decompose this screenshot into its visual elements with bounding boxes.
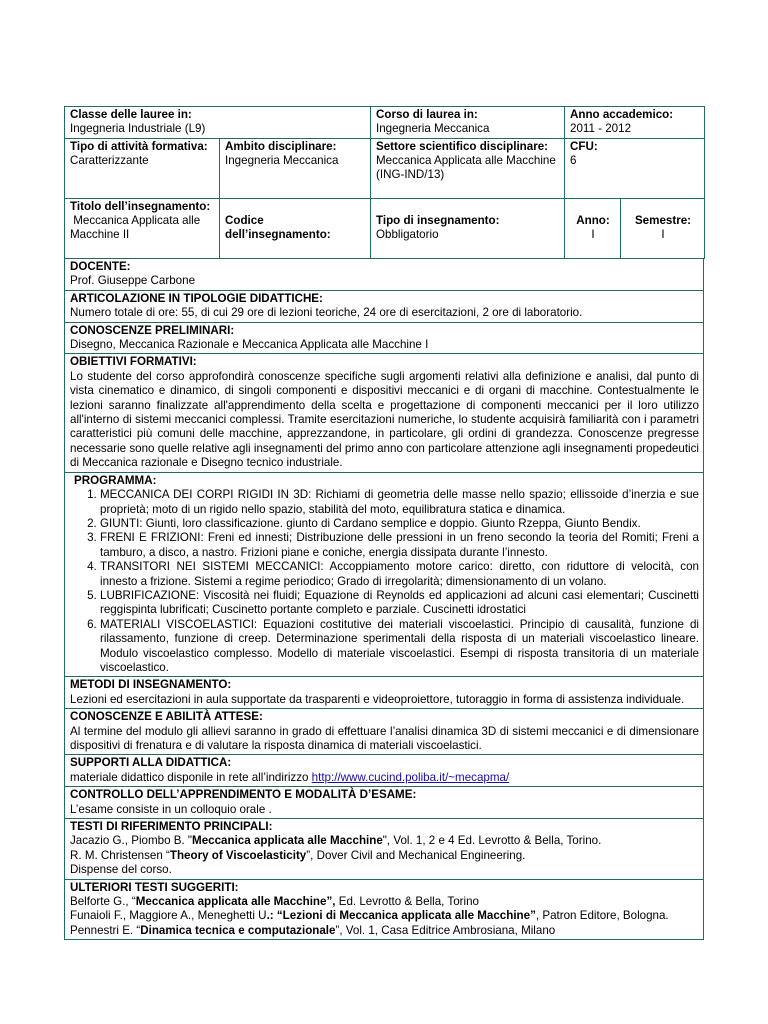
programma-item: 6. MATERIALI VISCOELASTICI: Equazioni costitutive dei materiali viscoelastici. Principio di causalità, funzione di rilassamento, funzione di creep. Determinazione sperimentali della risposta di un materiali viscoelastico lineare. Modulo viscoelastico complesso. Modello di materiale viscoelastici. Esempi di risposta transitoria di un materiale viscoelastico. (100, 618, 699, 676)
programma-item: 4. TRANSITORI NEI SISTEMI MECCANICI: Accoppiamento motore carico: diretto, con riduttore di velocità, con innesto a frizione. Sistemi a regime periodico; Grado di irregolarità; dimensionamento di un volano. (100, 560, 699, 589)
ulteriori-heading: ULTERIORI TESTI SUGGERITI: (70, 880, 239, 894)
ulteriori-section (64, 880, 704, 941)
ambito-cell (220, 139, 371, 199)
anno-label: Anno: (576, 214, 610, 227)
ulteriori-ref-2-author: Funaioli F., Maggiore A., Meneghetti U (70, 909, 267, 923)
cfu-label: CFU: (570, 140, 598, 153)
obiettivi-heading: OBIETTIVI FORMATIVI: (70, 355, 197, 369)
info-row-2 (65, 139, 705, 199)
classe-label: Classe delle lauree in: (70, 108, 192, 121)
programma-section (64, 473, 704, 678)
ulteriori-ref-3-details: ”, Vol. 1, Casa Editrice Ambrosiana, Milano (335, 923, 556, 937)
semestre-label: Semestre: (634, 214, 692, 227)
cfu-value: 6 (570, 154, 577, 167)
obiettivi-section (64, 354, 704, 472)
corso-label: Corso di laurea in: (376, 108, 478, 121)
conoscenze-abilita-section (64, 709, 704, 755)
corso-cell (371, 107, 565, 139)
ulteriori-ref-2 (70, 909, 699, 923)
ulteriori-ref-1-title: Meccanica applicata alle Macchine”, (135, 895, 336, 909)
cfu-cell (565, 139, 705, 199)
ulteriori-ref-2-title: .: “Lezioni di Meccanica applicata alle Macchine” (266, 909, 536, 923)
testi-ref-1-title: Meccanica applicata alle Macchine (192, 834, 383, 848)
anno-accademico-label: Anno accademico: (570, 108, 674, 121)
anno-accademico-cell (565, 107, 705, 139)
testi-ref-2-title: Theory of Viscoelasticity (169, 848, 307, 862)
ambito-value: Ingegneria Meccanica (225, 154, 339, 167)
programma-item: 3. FRENI E FRIZIONI: Freni ed innesti; Distribuzione delle pressioni in un freno secondo la teoria del Romiti; Freni a tamburo, a disco, a nastro. Frizioni piane e coniche, energia dissipata durante l’innesto. (100, 531, 699, 560)
controllo-text: L’esame consiste in un colloquio orale . (70, 802, 272, 816)
tipo-attivita-value: Caratterizzante (70, 154, 149, 167)
supporti-line (70, 771, 699, 785)
anno-value: I (591, 228, 595, 241)
docente-text: Prof. Giuseppe Carbone (70, 274, 196, 288)
conoscenze-abilita-heading: CONOSCENZE E ABILITÀ ATTESE: (70, 710, 263, 724)
testi-section (64, 819, 704, 880)
tipo-insegnamento-cell (371, 199, 565, 259)
programma-item: 5. LUBRIFICAZIONE: Viscosità nei fluidi; Equazione di Reynolds ed applicazioni ad alcuni casi elementari; Cuscinetti reggispinta lubrificati; Cuscinetto portante completo e parziale. Cuscinetti idrostatici (100, 589, 699, 618)
conoscenze-preliminari-heading: CONOSCENZE PRELIMINARI: (70, 323, 235, 337)
testi-ref-2-author: R. M. Christensen “ (70, 848, 170, 862)
titolo-cell (65, 199, 220, 259)
settore-cell (371, 139, 565, 199)
ulteriori-ref-1-author: Belforte G., “ (70, 895, 136, 909)
docente-heading: DOCENTE: (70, 260, 131, 273)
classe-cell (65, 107, 371, 139)
testi-ref-3: Dispense del corso. (70, 863, 172, 877)
programma-heading: PROGRAMMA: (74, 473, 157, 487)
docente-section (64, 259, 704, 291)
testi-ref-2 (70, 849, 699, 863)
metodi-section (64, 677, 704, 709)
testi-ref-2-details: ”, Dover Civil and Mechanical Engineering. (306, 848, 526, 862)
supporti-link[interactable]: http://www.cucind.poliba.it/~mecapma/ (311, 770, 510, 784)
testi-ref-1-author: Jacazio G., Piombo B. " (70, 834, 193, 848)
supporti-section (64, 755, 704, 787)
ulteriori-ref-3 (70, 924, 699, 938)
anno-accademico-value: 2011 - 2012 (570, 122, 632, 135)
tipo-attivita-cell (65, 139, 220, 199)
articolazione-text: Numero totale di ore: 55, di cui 29 ore di lezioni teoriche, 24 ore di esercitazioni, 2 ore di laboratorio. (70, 306, 583, 320)
ulteriori-ref-1 (70, 895, 699, 909)
tipo-attivita-label: Tipo di attività formativa: (70, 140, 208, 153)
titolo-value: Meccanica Applicata alle Macchine II (70, 214, 201, 241)
semestre-cell (621, 199, 705, 259)
ulteriori-ref-3-title: Dinamica tecnica e computazionale (140, 923, 336, 937)
ulteriori-ref-1-details: Ed. Levrotto & Bella, Torino (335, 895, 479, 909)
articolazione-heading: ARTICOLAZIONE IN TIPOLOGIE DIDATTICHE: (70, 291, 323, 305)
tipo-insegnamento-label: Tipo di insegnamento: (376, 214, 500, 227)
anno-cell (565, 199, 621, 259)
info-row-3 (65, 199, 705, 259)
conoscenze-abilita-text: Al termine del modulo gli allievi saranno in grado di effettuare l’analisi dinamica 3D di sistemi meccanici e di dimensionare dispositivi di frenatura e di valutare la risposta dinamica di materiali viscoelastici. (70, 724, 699, 752)
supporti-text: materiale didattico disponile in rete all’indirizzo (70, 770, 309, 784)
testi-ref-1-details: ", Vol. 1, 2 e 4 Ed. Levrotto & Bella, Torino. (382, 834, 602, 848)
titolo-label: Titolo dell’insegnamento: (70, 200, 211, 213)
conoscenze-preliminari-section (64, 323, 704, 355)
ulteriori-ref-3-author: Pennestri E. “ (70, 923, 141, 937)
course-info-table (64, 106, 705, 259)
programma-item: 2. GIUNTI: Giunti, loro classificazione. giunto di Cardano semplice e doppio. Giunto Rzeppa, Giunto Bendix. (100, 517, 699, 531)
ulteriori-ref-2-details: , Patron Editore, Bologna. (535, 909, 669, 923)
supporti-heading: SUPPORTI ALLA DIDATTICA: (70, 756, 232, 770)
metodi-text: Lezioni ed esercitazioni in aula supportate da trasparenti e videoproiettore, tutoraggio in forma di assistenza individuale. (70, 692, 685, 706)
info-row-1 (65, 107, 705, 139)
articolazione-section (64, 291, 704, 323)
testi-heading: TESTI DI RIFERIMENTO PRINCIPALI: (70, 820, 273, 834)
settore-value: Meccanica Applicata alle Macchine (ING-IND/13) (376, 154, 556, 181)
classe-value: Ingegneria Industriale (L9) (70, 122, 206, 135)
settore-label: Settore scientifico disciplinare: (376, 140, 549, 153)
codice-cell (220, 199, 371, 259)
programma-item: 1. MECCANICA DEI CORPI RIGIDI IN 3D: Richiami di geometria delle masse nello spazio; ellissoide d’inerzia e sue proprietà; moto di un rigido nello spazio, stabilità del moto, equilibratura statica e dinamica. (100, 488, 699, 517)
ambito-label: Ambito disciplinare: (225, 140, 337, 153)
testi-ref-1 (70, 834, 699, 848)
controllo-heading: CONTROLLO DELL’APPRENDIMENTO E MODALITÀ D’ESAME: (70, 788, 417, 802)
tipo-insegnamento-value: Obbligatorio (376, 228, 439, 241)
programma-list (70, 488, 699, 675)
metodi-heading: METODI DI INSEGNAMENTO: (70, 678, 232, 692)
semestre-value: I (661, 228, 665, 241)
codice-label: Codice dell’insegnamento: (225, 214, 331, 241)
conoscenze-preliminari-text: Disegno, Meccanica Razionale e Meccanica Applicata alle Macchine I (70, 338, 429, 352)
corso-value: Ingegneria Meccanica (376, 122, 490, 135)
obiettivi-text: Lo studente del corso approfondirà conoscenze specifiche sugli argomenti relativi alla definizione e analisi, dal punto di vista cinematico e dinamico, di singoli componenti e dispositivi meccanici e di organi di macchine. Contestualmente le lezioni saranno finalizzate all'apprendimento della scelta e progettazione di componenti meccanici per il loro utilizzo all'interno di sistemi meccanici complessi. Tramite esercitazioni numeriche, lo studente acquisirà familiarità con i parametri caratteristici più comuni delle macchine, apprezzandone, in particolare, gli ordini di grandezza. Conoscenze pregresse necessarie sono quelle relative agli insegnamenti del primo anno con particolare attenzione agli insegnamenti propedeutici di Meccanica razionale e Disegno tecnico industriale. (70, 369, 699, 470)
controllo-section (64, 787, 704, 819)
course-sheet (64, 106, 704, 940)
